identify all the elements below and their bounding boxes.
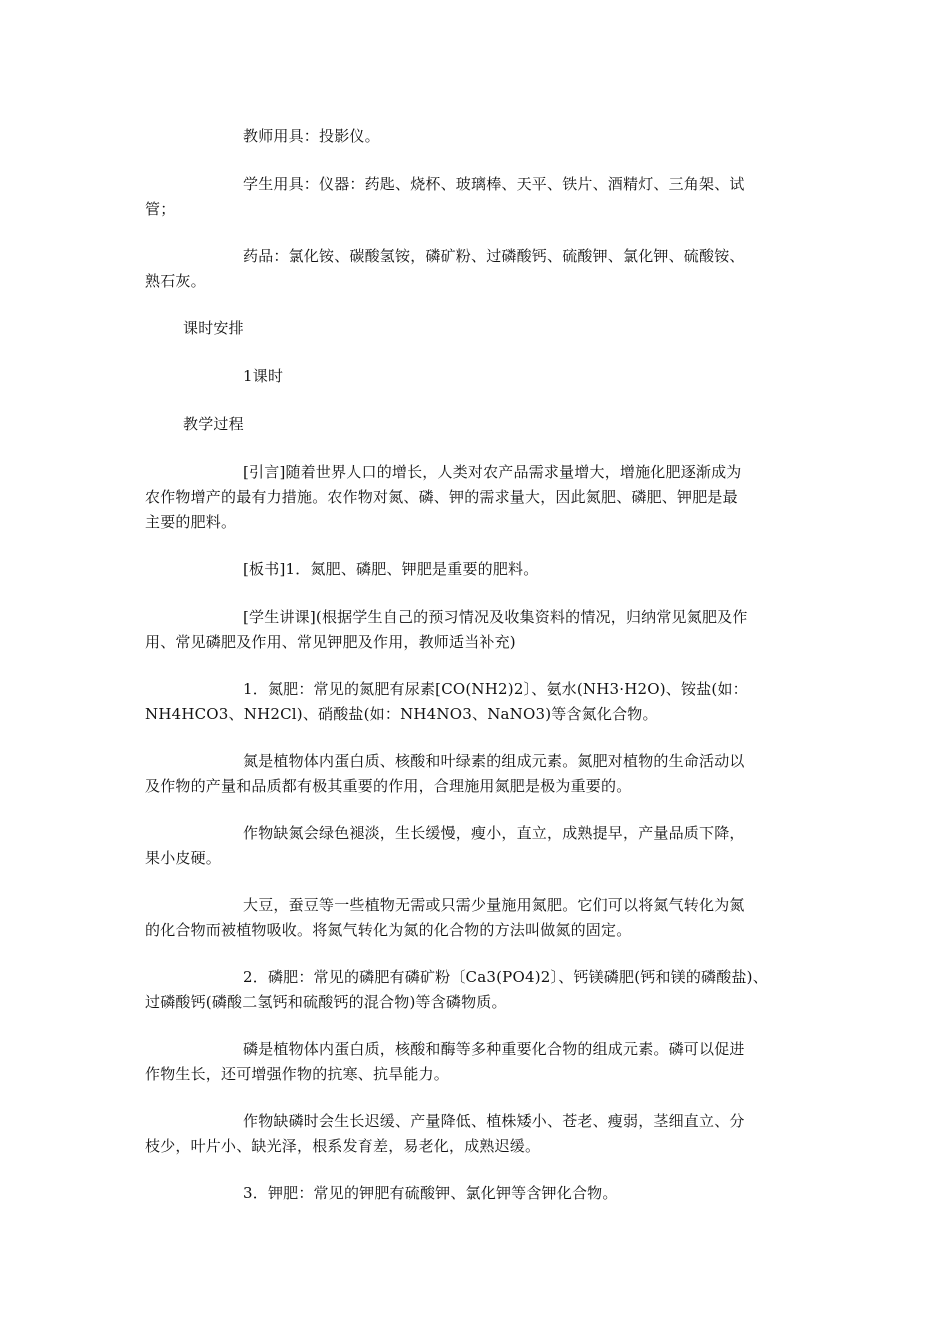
paragraph-student-lecture	[145, 605, 813, 655]
text-line: [引言]随着世界人口的增长，人类对农产品需求量增大，增施化肥逐渐成为	[243, 463, 742, 481]
text-line: 熟石灰。	[145, 272, 206, 290]
paragraph-potassium-1	[145, 1181, 911, 1206]
paragraph-phosphorus-2	[145, 1037, 813, 1087]
paragraph-board-1	[145, 557, 911, 582]
paragraph-nitrogen-2	[145, 749, 813, 799]
text-line: 作物生长，还可增强作物的抗寒、抗旱能力。	[145, 1065, 450, 1083]
paragraph-schedule-value	[145, 364, 911, 389]
paragraph-nitrogen-4	[145, 893, 813, 943]
text-line: [板书]1．氮肥、磷肥、钾肥是重要的肥料。	[243, 560, 539, 578]
text-line: 及作物的产量和品质都有极其重要的作用，合理施用氮肥是极为重要的。	[145, 777, 632, 795]
text-line: 用、常见磷肥及作用、常见钾肥及作用，教师适当补充)	[145, 633, 516, 651]
heading-text: 教学过程	[183, 415, 244, 433]
paragraph-student-tools	[145, 172, 813, 222]
text-line: 1．氮肥：常见的氮肥有尿素[CO(NH2)2〕、氨水(NH3·H2O)、铵盐(如：	[243, 680, 748, 698]
heading-text: 课时安排	[183, 319, 244, 337]
paragraph-reagents	[145, 244, 813, 294]
text-line: 果小皮硬。	[145, 849, 222, 867]
paragraph-phosphorus-1	[145, 965, 813, 1015]
paragraph-intro	[145, 460, 813, 535]
section-heading-schedule	[145, 316, 851, 341]
paragraph-nitrogen-1	[145, 677, 813, 727]
text-line: 氮是植物体内蛋白质、核酸和叶绿素的组成元素。氮肥对植物的生命活动以	[243, 752, 745, 770]
text-line: 作物缺氮会绿色褪淡，生长缓慢，瘦小，直立，成熟提早，产量品质下降，	[243, 824, 745, 842]
text-line: 药品：氯化铵、碳酸氢铵，磷矿粉、过磷酸钙、硫酸钾、氯化钾、硫酸铵、	[243, 247, 745, 265]
text-line: 大豆，蚕豆等一些植物无需或只需少量施用氮肥。它们可以将氮气转化为氮	[243, 896, 745, 914]
text-line: 管；	[145, 200, 176, 218]
paragraph-nitrogen-3	[145, 821, 813, 871]
text-line: 1课时	[243, 367, 284, 385]
text-line: 主要的肥料。	[145, 513, 237, 531]
paragraph-phosphorus-3	[145, 1109, 813, 1159]
paragraph-teacher-tools	[145, 124, 911, 149]
text-line: 教师用具：投影仪。	[243, 127, 380, 145]
text-line: 农作物增产的最有力措施。农作物对氮、磷、钾的需求量大，因此氮肥、磷肥、钾肥是最	[145, 488, 738, 506]
text-line: 3．钾肥：常见的钾肥有硫酸钾、氯化钾等含钾化合物。	[243, 1184, 618, 1202]
text-line: 作物缺磷时会生长迟缓、产量降低、植株矮小、苍老、瘦弱，茎细直立、分	[243, 1112, 745, 1130]
text-line: 的化合物而被植物吸收。将氮气转化为氮的化合物的方法叫做氮的固定。	[145, 921, 632, 939]
text-line: 2．磷肥：常见的磷肥有磷矿粉〔Ca3(PO4)2〕、钙镁磷肥(钙和镁的磷酸盐)、	[243, 968, 768, 986]
section-heading-process	[145, 412, 851, 437]
text-line: 过磷酸钙(磷酸二氢钙和硫酸钙的混合物)等含磷物质。	[145, 993, 507, 1011]
text-line: [学生讲课](根据学生自己的预习情况及收集资料的情况，归纳常见氮肥及作	[243, 608, 748, 626]
text-line: 磷是植物体内蛋白质，核酸和酶等多种重要化合物的组成元素。磷可以促进	[243, 1040, 745, 1058]
text-line: 枝少，叶片小、缺光泽，根系发育差，易老化，成熟迟缓。	[145, 1137, 541, 1155]
text-line: 学生用具：仪器：药匙、烧杯、玻璃棒、天平、铁片、酒精灯、三角架、试	[243, 175, 745, 193]
text-line: NH4HCO3、NH2Cl)、硝酸盐(如：NH4NO3、NaNO3)等含氮化合物。	[145, 705, 658, 723]
